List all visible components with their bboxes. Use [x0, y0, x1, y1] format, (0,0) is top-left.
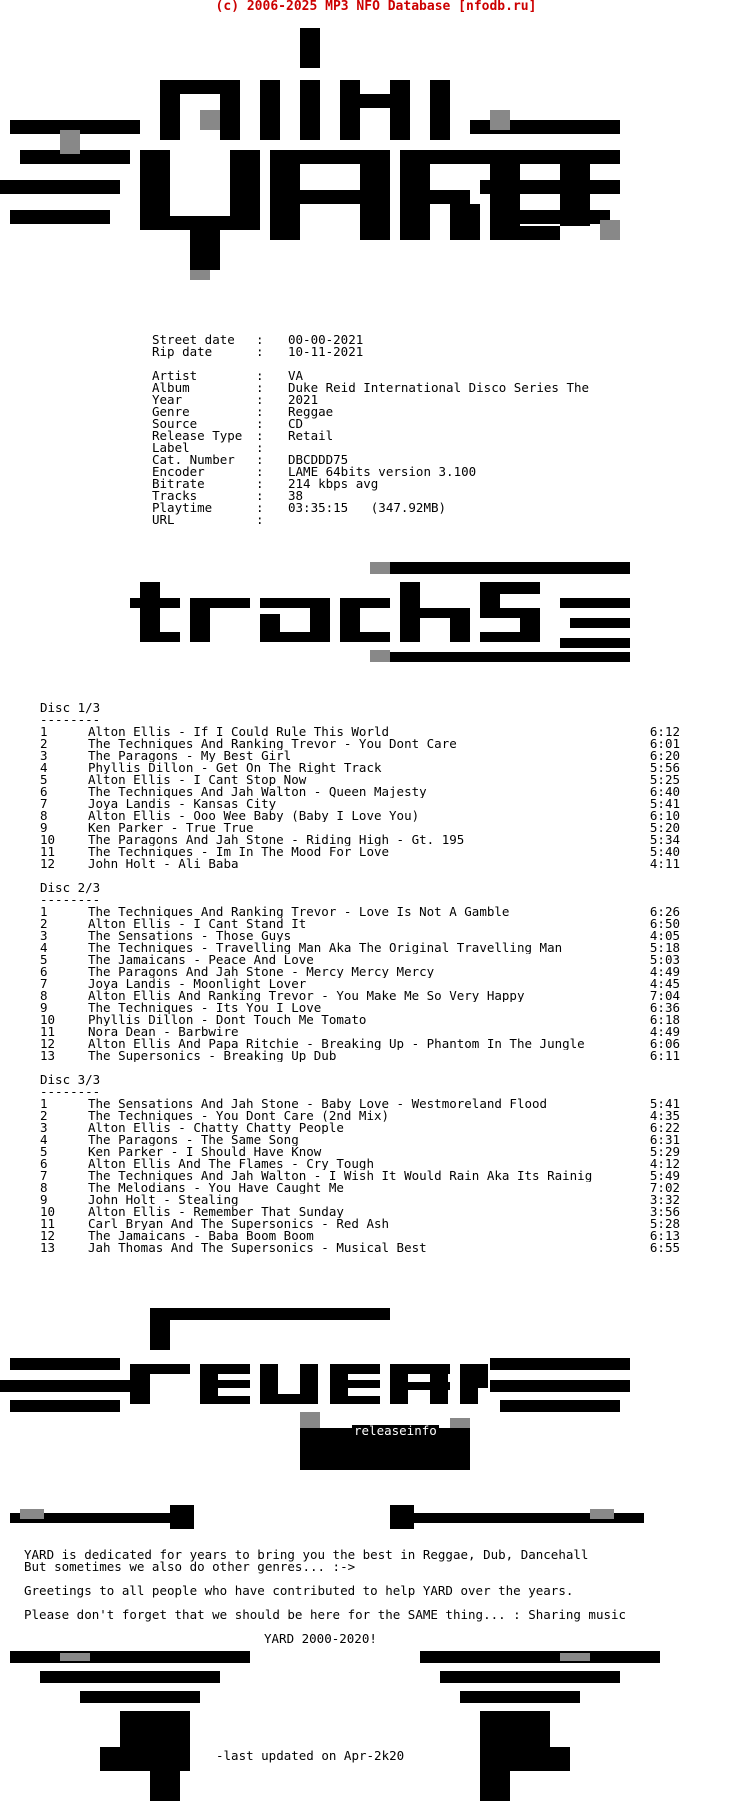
colon: :	[256, 488, 264, 503]
track-duration: 6:10	[649, 808, 680, 823]
track-row	[40, 1242, 680, 1254]
track-row	[40, 1098, 680, 1110]
track-number: 10	[40, 1204, 56, 1219]
tracklist	[40, 702, 680, 1254]
track-duration: 5:29	[649, 1144, 680, 1159]
track-number: 12	[40, 1228, 56, 1243]
info-value: DBCDDD75	[288, 452, 349, 467]
info-value: Retail	[288, 428, 334, 443]
track-duration: 5:03	[649, 952, 680, 967]
track-row	[40, 1110, 680, 1122]
track-title: The Sensations - Those Guys	[88, 930, 292, 942]
track-row	[40, 786, 680, 798]
footer-line-3: Greetings to all people who have contributed to help YARD over the years.	[24, 1583, 574, 1598]
info-key: Album	[152, 380, 190, 395]
colon: :	[256, 416, 264, 431]
yard-logo-art	[0, 20, 752, 290]
info-value: Duke Reid International Disco Series The	[288, 380, 590, 395]
track-row	[40, 858, 680, 870]
track-duration: 5:28	[649, 1216, 680, 1231]
footer-line-2: But sometimes we also do other genres... :->	[24, 1559, 356, 1574]
track-duration: 4:49	[649, 964, 680, 979]
track-number: 9	[40, 820, 48, 835]
info-key: Year	[152, 392, 183, 407]
track-number: 5	[40, 952, 48, 967]
track-number: 3	[40, 748, 48, 763]
track-duration: 4:12	[649, 1156, 680, 1171]
track-number: 11	[40, 844, 56, 859]
track-title: Alton Ellis And The Flames - Cry Tough	[88, 1158, 374, 1170]
track-row	[40, 1146, 680, 1158]
track-row	[40, 822, 680, 834]
date-value: 00-00-2021	[288, 332, 364, 347]
track-title: Ken Parker - I Should Have Know	[88, 1146, 322, 1158]
colon: :	[256, 500, 264, 515]
info-value: Reggae	[288, 404, 334, 419]
track-number: 7	[40, 976, 48, 991]
info-key: Tracks	[152, 488, 198, 503]
track-number: 8	[40, 808, 48, 823]
info-value: 214 kbps avg	[288, 476, 379, 491]
track-title: Alton Ellis - I Cant Stop Now	[88, 774, 307, 786]
track-title: Carl Bryan And The Supersonics - Red Ash	[88, 1218, 390, 1230]
track-title: The Paragons And Jah Stone - Riding High - Gt. 195	[88, 834, 465, 846]
track-title: Nora Dean - Barbwire	[88, 1026, 239, 1038]
track-row	[40, 1158, 680, 1170]
track-title: The Jamaicans - Peace And Love	[88, 954, 314, 966]
track-duration: 7:02	[649, 1180, 680, 1195]
colon: :	[256, 452, 264, 467]
track-row	[40, 1230, 680, 1242]
track-row	[40, 1014, 680, 1026]
colon: :	[256, 476, 264, 491]
info-key: Encoder	[152, 464, 205, 479]
track-title: The Techniques And Jah Walton - Queen Majesty	[88, 786, 427, 798]
track-number: 2	[40, 916, 48, 931]
track-number: 8	[40, 1180, 48, 1195]
track-row	[40, 1206, 680, 1218]
info-key: Artist	[152, 368, 198, 383]
footer-line-1: YARD is dedicated for years to bring you the best in Reggae, Dub, Dancehall	[24, 1547, 589, 1562]
track-duration: 6:20	[649, 748, 680, 763]
footer-line-5: YARD 2000-2020!	[264, 1631, 377, 1646]
track-row	[40, 774, 680, 786]
track-duration: 5:18	[649, 940, 680, 955]
info-key: Bitrate	[152, 476, 205, 491]
track-duration: 4:35	[649, 1108, 680, 1123]
track-title: Alton Ellis - If I Could Rule This World	[88, 726, 390, 738]
track-duration: 5:34	[649, 832, 680, 847]
track-number: 4	[40, 760, 48, 775]
track-duration: 7:04	[649, 988, 680, 1003]
track-duration: 3:56	[649, 1204, 680, 1219]
track-row	[40, 762, 680, 774]
date-key: Street date	[152, 332, 235, 347]
colon: :	[256, 428, 264, 443]
track-title: Phyllis Dillon - Dont Touch Me Tomato	[88, 1014, 367, 1026]
info-value: 38	[288, 488, 304, 503]
track-title: Alton Ellis - Remember That Sunday	[88, 1206, 344, 1218]
track-row	[40, 966, 680, 978]
track-title: The Techniques - Its You I Love	[88, 1002, 322, 1014]
info-key: Genre	[152, 404, 190, 419]
dates-block	[152, 334, 363, 358]
track-number: 7	[40, 796, 48, 811]
disc-underline: --------	[40, 712, 101, 727]
track-row	[40, 846, 680, 858]
track-title: Alton Ellis - I Cant Stand It	[88, 918, 307, 930]
track-number: 8	[40, 988, 48, 1003]
track-duration: 6:50	[649, 916, 680, 931]
track-number: 12	[40, 856, 56, 871]
info-row	[152, 430, 589, 442]
track-title: Phyllis Dillon - Get On The Right Track	[88, 762, 382, 774]
info-row	[152, 478, 589, 490]
track-duration: 6:01	[649, 736, 680, 751]
track-duration: 4:11	[649, 856, 680, 871]
info-value: CD	[288, 416, 304, 431]
disc-underline: --------	[40, 1084, 101, 1099]
track-title: The Techniques - Travelling Man Aka The Original Travelling Man	[88, 942, 563, 954]
track-title: Alton Ellis - Ooo Wee Baby (Baby I Love You)	[88, 810, 420, 822]
track-number: 13	[40, 1048, 56, 1063]
track-row	[40, 798, 680, 810]
track-title: John Holt - Stealing	[88, 1194, 239, 1206]
track-duration: 6:18	[649, 1012, 680, 1027]
colon: :	[256, 344, 264, 359]
track-row	[40, 918, 680, 930]
track-number: 4	[40, 1132, 48, 1147]
track-duration: 3:32	[649, 1192, 680, 1207]
footer-line-4: Please don't forget that we should be here for the SAME thing... : Sharing music	[24, 1607, 627, 1622]
release-info-block	[152, 370, 589, 526]
nfodb-header: (c) 2006-2025 MP3 NFO Database [nfodb.ru]	[215, 0, 537, 14]
track-duration: 5:20	[649, 820, 680, 835]
track-title: Joya Landis - Kansas City	[88, 798, 277, 810]
track-row	[40, 1194, 680, 1206]
track-duration: 5:56	[649, 760, 680, 775]
track-row	[40, 930, 680, 942]
track-duration: 6:12	[649, 724, 680, 739]
track-number: 1	[40, 1096, 48, 1111]
track-row	[40, 1038, 680, 1050]
track-duration: 4:05	[649, 928, 680, 943]
track-row	[40, 1182, 680, 1194]
track-number: 9	[40, 1000, 48, 1015]
track-title: Joya Landis - Moonlight Lover	[88, 978, 307, 990]
track-row	[40, 942, 680, 954]
track-number: 1	[40, 904, 48, 919]
track-title: The Techniques And Jah Walton - I Wish It Would Rain Aka Its Rainig	[88, 1170, 593, 1182]
track-duration: 5:40	[649, 844, 680, 859]
track-title: Alton Ellis - Chatty Chatty People	[88, 1122, 344, 1134]
release-logo-art	[0, 1308, 752, 1478]
track-title: John Holt - Ali Baba	[88, 858, 239, 870]
track-number: 6	[40, 784, 48, 799]
colon: :	[256, 380, 264, 395]
track-number: 9	[40, 1192, 48, 1207]
track-row	[40, 1134, 680, 1146]
track-number: 3	[40, 1120, 48, 1135]
colon: :	[256, 464, 264, 479]
colon: :	[256, 368, 264, 383]
disc-title: Disc 1/3	[40, 700, 101, 715]
info-row	[152, 394, 589, 406]
info-row	[152, 406, 589, 418]
releaseinfo-label: releaseinfo	[354, 1423, 437, 1438]
track-duration: 6:26	[649, 904, 680, 919]
track-number: 1	[40, 724, 48, 739]
track-number: 6	[40, 1156, 48, 1171]
info-key: Cat. Number	[152, 452, 235, 467]
track-title: The Techniques And Ranking Trevor - Love Is Not A Gamble	[88, 906, 510, 918]
track-number: 3	[40, 928, 48, 943]
track-title: The Paragons - The Same Song	[88, 1134, 299, 1146]
track-row	[40, 1002, 680, 1014]
track-title: The Jamaicans - Baba Boom Boom	[88, 1230, 314, 1242]
track-number: 10	[40, 1012, 56, 1027]
track-number: 11	[40, 1024, 56, 1039]
track-title: The Techniques - Im In The Mood For Love	[88, 846, 390, 858]
disc-title: Disc 2/3	[40, 880, 101, 895]
info-value: 03:35:15 (347.92MB)	[288, 500, 447, 515]
date-row	[152, 346, 363, 358]
info-key: Label	[152, 440, 190, 455]
track-row	[40, 1122, 680, 1134]
info-value: LAME 64bits version 3.100	[288, 464, 477, 479]
track-duration: 5:25	[649, 772, 680, 787]
track-number: 6	[40, 964, 48, 979]
track-duration: 4:49	[649, 1024, 680, 1039]
track-row	[40, 978, 680, 990]
track-number: 13	[40, 1240, 56, 1255]
track-number: 2	[40, 736, 48, 751]
disc-spacer	[40, 870, 680, 882]
track-title: The Melodians - You Have Caught Me	[88, 1182, 344, 1194]
track-title: The Supersonics - Breaking Up Dub	[88, 1050, 337, 1062]
track-number: 4	[40, 940, 48, 955]
track-duration: 6:06	[649, 1036, 680, 1051]
track-row	[40, 1026, 680, 1038]
track-duration: 4:45	[649, 976, 680, 991]
track-row	[40, 990, 680, 1002]
track-number: 12	[40, 1036, 56, 1051]
date-value: 10-11-2021	[288, 344, 364, 359]
colon: :	[256, 440, 264, 455]
colon: :	[256, 392, 264, 407]
track-number: 10	[40, 832, 56, 847]
colon: :	[256, 332, 264, 347]
disc-underline: --------	[40, 892, 101, 907]
track-number: 2	[40, 1108, 48, 1123]
track-title: Jah Thomas And The Supersonics - Musical Best	[88, 1242, 427, 1254]
info-value: VA	[288, 368, 304, 383]
info-row	[152, 502, 589, 514]
info-key: Source	[152, 416, 198, 431]
footer-bars-art	[0, 1505, 752, 1529]
colon: :	[256, 404, 264, 419]
track-row	[40, 1218, 680, 1230]
track-number: 7	[40, 1168, 48, 1183]
track-title: Alton Ellis And Ranking Trevor - You Make Me So Very Happy	[88, 990, 525, 1002]
track-duration: 6:11	[649, 1048, 680, 1063]
track-number: 5	[40, 1144, 48, 1159]
track-duration: 6:31	[649, 1132, 680, 1147]
track-duration: 6:13	[649, 1228, 680, 1243]
track-row	[40, 954, 680, 966]
track-row	[40, 834, 680, 846]
disc-spacer	[40, 1062, 680, 1074]
track-duration: 6:36	[649, 1000, 680, 1015]
track-duration: 6:55	[649, 1240, 680, 1255]
track-number: 5	[40, 772, 48, 787]
info-key: URL	[152, 512, 175, 527]
track-title: The Sensations And Jah Stone - Baby Love - Westmoreland Flood	[88, 1098, 548, 1110]
info-row	[152, 382, 589, 394]
info-value: 2021	[288, 392, 319, 407]
tracks-logo-art	[130, 562, 630, 662]
track-duration: 6:22	[649, 1120, 680, 1135]
track-row	[40, 1050, 680, 1062]
track-row	[40, 738, 680, 750]
track-row	[40, 726, 680, 738]
disc-title: Disc 3/3	[40, 1072, 101, 1087]
track-title: The Paragons And Jah Stone - Mercy Mercy Mercy	[88, 966, 435, 978]
track-duration: 5:49	[649, 1168, 680, 1183]
track-number: 11	[40, 1216, 56, 1231]
footer-line-6: -last updated on Apr-2k20	[216, 1748, 405, 1763]
track-title: The Techniques And Ranking Trevor - You Dont Care	[88, 738, 457, 750]
track-duration: 5:41	[649, 1096, 680, 1111]
track-title: Alton Ellis And Papa Ritchie - Breaking Up - Phantom In The Jungle	[88, 1038, 585, 1050]
footer-wings-art	[0, 1647, 752, 1812]
info-key: Playtime	[152, 500, 213, 515]
track-title: Ken Parker - True True	[88, 822, 254, 834]
date-key: Rip date	[152, 344, 213, 359]
track-row	[40, 810, 680, 822]
track-title: The Paragons - My Best Girl	[88, 750, 292, 762]
track-title: The Techniques - You Dont Care (2nd Mix)	[88, 1110, 390, 1122]
track-row	[40, 906, 680, 918]
track-row	[40, 1170, 680, 1182]
track-duration: 5:41	[649, 796, 680, 811]
info-key: Release Type	[152, 428, 243, 443]
info-row	[152, 514, 589, 526]
track-duration: 6:40	[649, 784, 680, 799]
colon: :	[256, 512, 264, 527]
track-row	[40, 750, 680, 762]
